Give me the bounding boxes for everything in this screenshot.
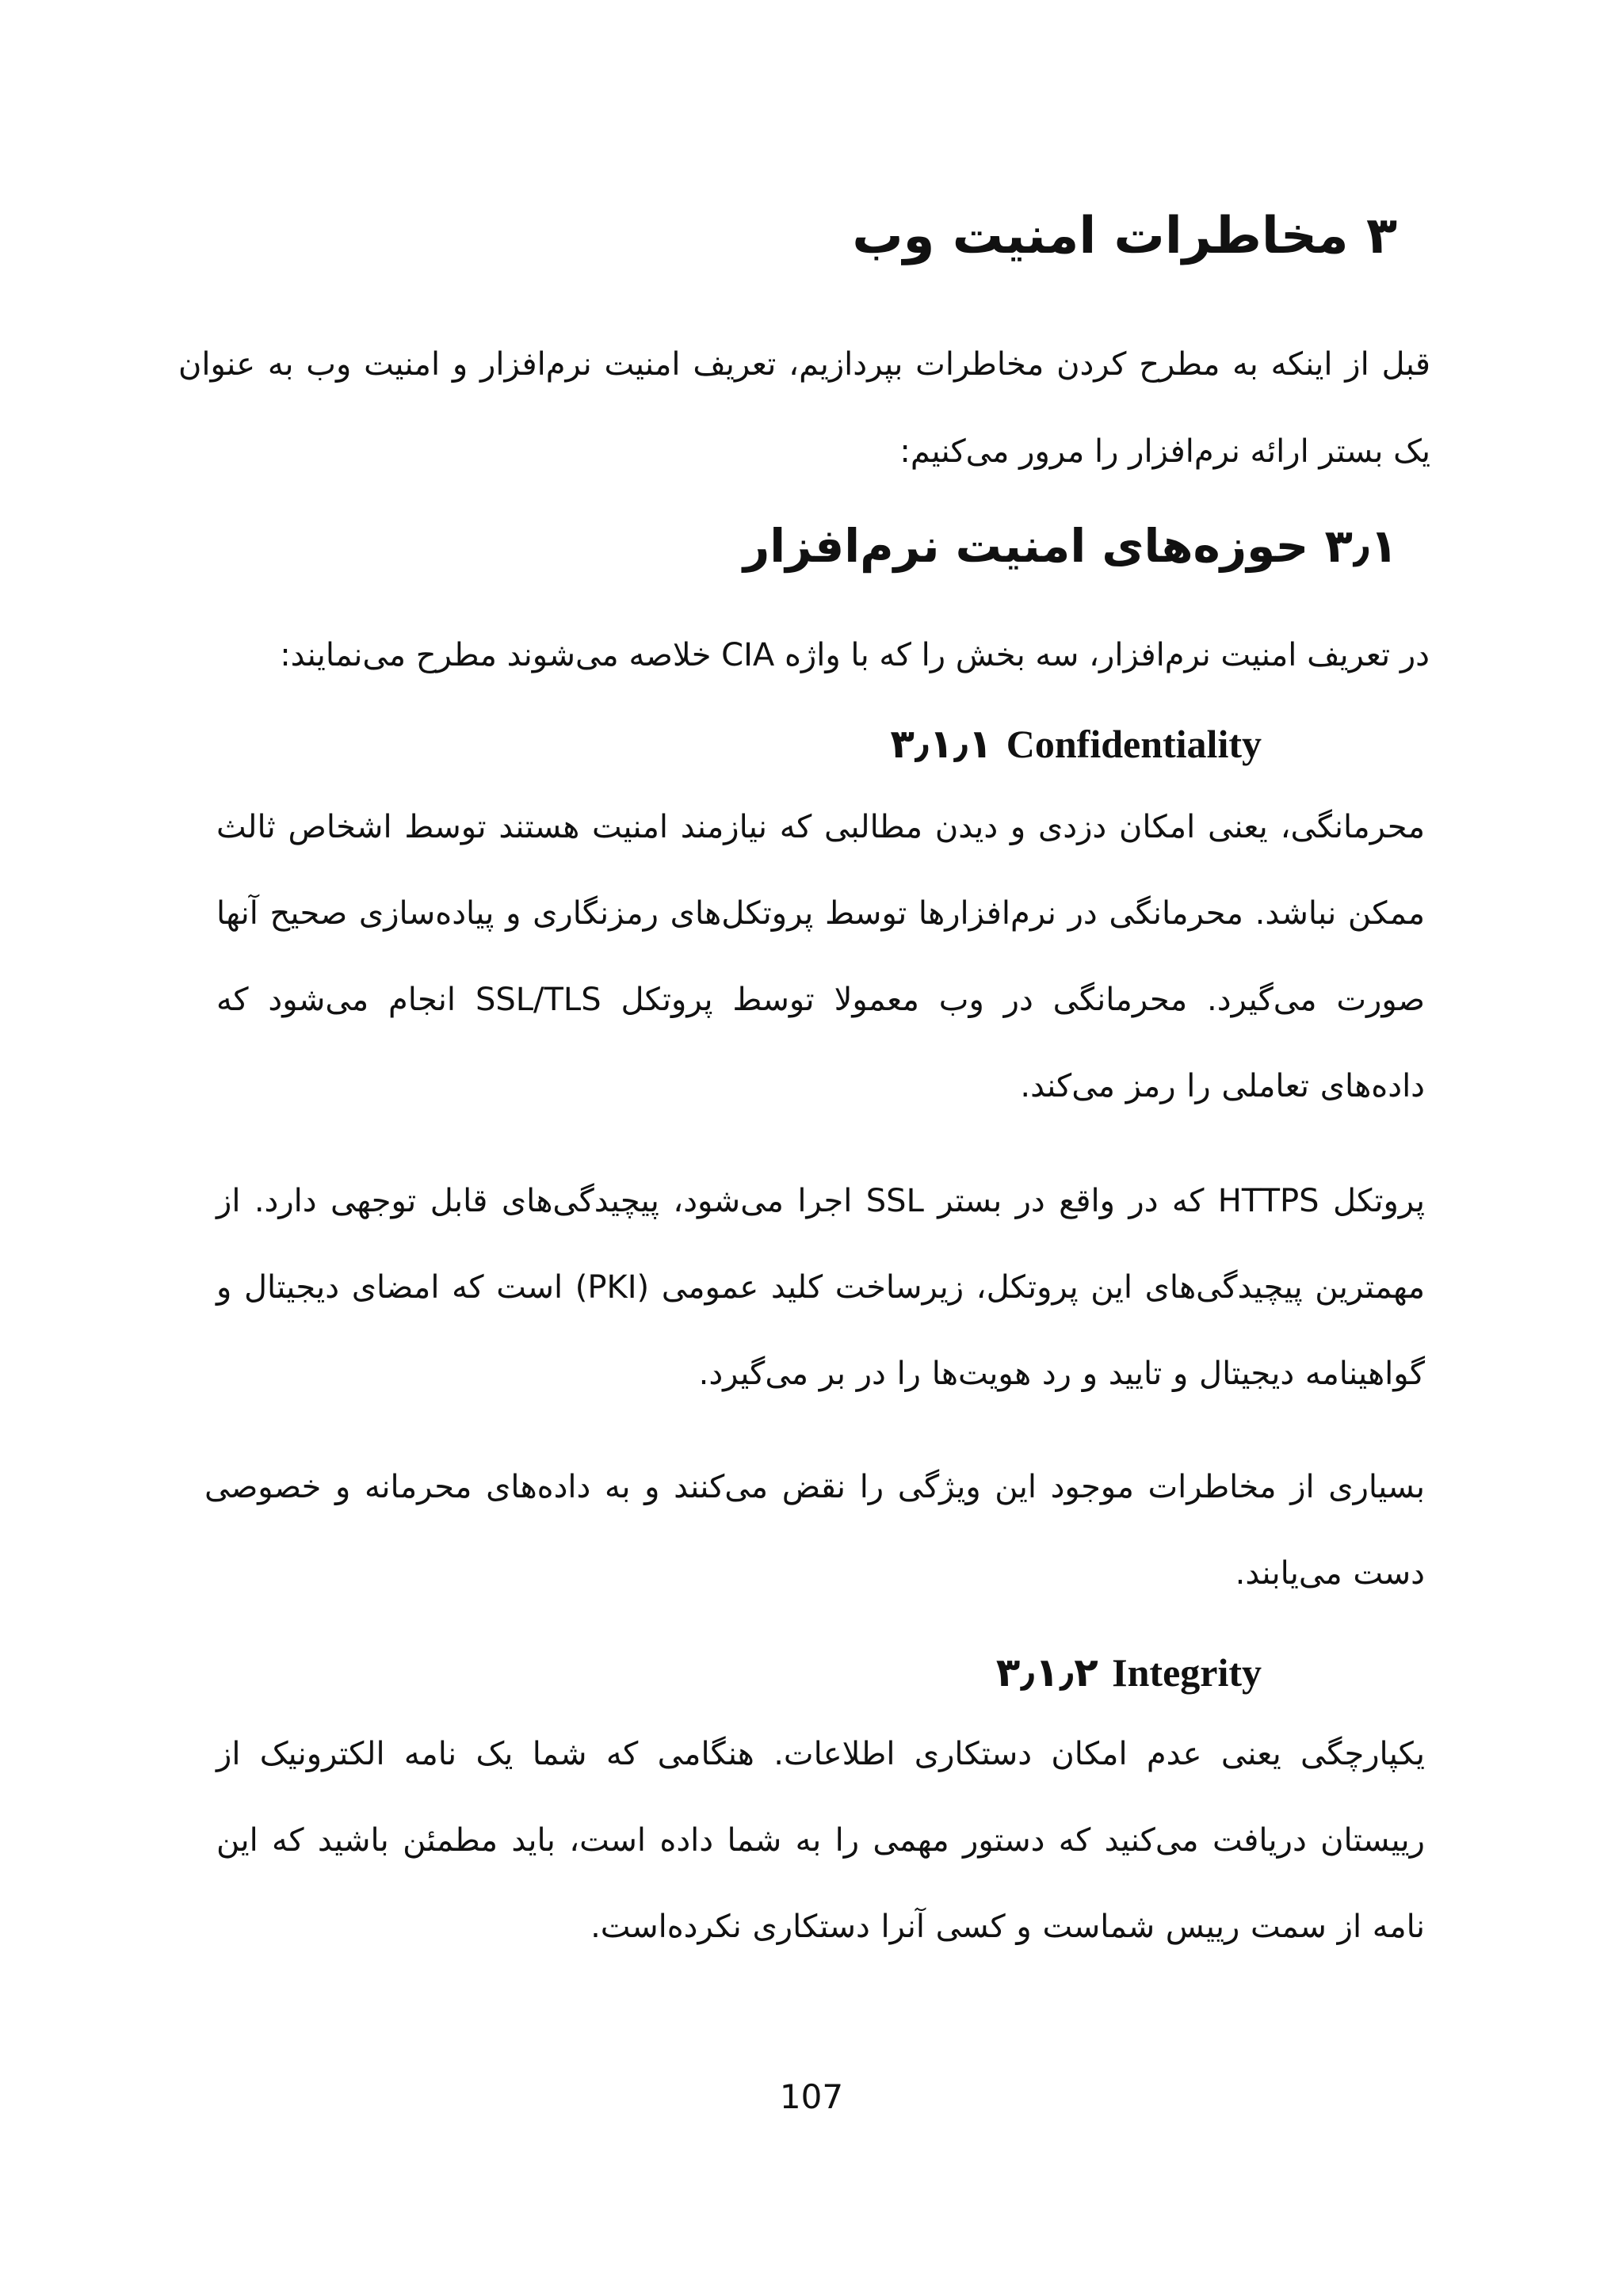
page-number: 107 xyxy=(779,2077,844,2116)
subsection-number: ۳٫۱٫۱ xyxy=(890,721,993,767)
section-intro-paragraph: در تعریف امنیت نرم‌افزار، سه بخش را که با واژه CIA خلاصه می‌شوند مطرح می‌نمایند: xyxy=(280,637,1430,673)
confidentiality-paragraph-3: بسیاری از مخاطرات موجود این ویژگی را نقض می‌کنند و به داده‌های محرمانه و خصوصی دست می‌یابند. xyxy=(204,1469,1425,1592)
intro-paragraph: قبل از اینکه به مطرح کردن مخاطرات بپردازیم، تعریف امنیت نرم‌افزار و امنیت وب به عنوان یک بستر ارائه نرم‌افزار را مرور می‌کنیم: xyxy=(178,346,1430,470)
subsection-heading-confidentiality xyxy=(523,723,1316,766)
subsection-heading-integrity xyxy=(523,1651,1316,1695)
confidentiality-paragraph-1: محرمانگی، یعنی امکان دزدی و دیدن مطالبی که نیازمند امنیت هستند توسط اشخاص ثالث ممکن نباشد. محرمانگی در نرم‌افزارها توسط پروتکل‌های رمزنگاری و پیاده‌سازی صحیح آنها صورت می‌گیرد. محرمانگی در وب معمولا توسط پروتکل SSL/TLS انجام می‌شود که داده‌های تعاملی را رمز می‌کند. xyxy=(216,809,1425,1104)
section-heading: ۳٫۱ حوزه‌های امنیت نرم‌افزار xyxy=(743,519,1398,573)
integrity-paragraph: یکپارچگی یعنی عدم امکان دستکاری اطلاعات. هنگامی که شما یک نامه الکترونیک از رییستان دریافت می‌کنید که دستور مهمی را به شما داده است، باید مطمئن باشید که این نامه از سمت رییس شماست و کسی آنرا دستکاری نکرده‌است. xyxy=(216,1736,1425,1945)
subsection-title: Confidentiality xyxy=(1006,722,1262,766)
chapter-heading: ۳ مخاطرات امنیت وب xyxy=(852,207,1397,265)
subsection-title: Integrity xyxy=(1112,1650,1262,1695)
subsection-number: ۳٫۱٫۲ xyxy=(995,1650,1098,1695)
confidentiality-paragraph-2: پروتکل HTTPS که در واقع در بستر SSL اجرا می‌شود، پیچیدگی‌های قابل توجهی دارد. از مهمترین پیچیدگی‌های این پروتکل، زیرساخت کلید عمومی (PKI) است که امضای دیجیتال و گواهینامه دیجیتال و تایید و رد هویت‌ها را در بر می‌گیرد. xyxy=(216,1183,1425,1392)
